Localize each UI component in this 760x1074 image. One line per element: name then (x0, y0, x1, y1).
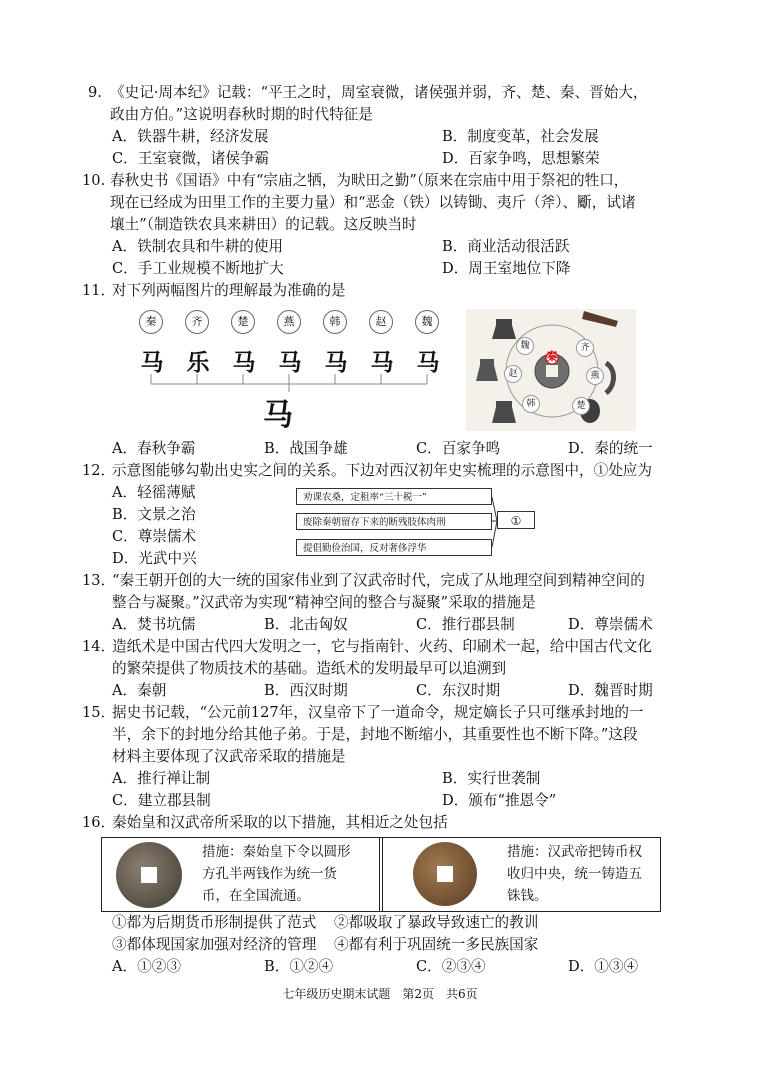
stem-line: 据史书记载，“公元前127年，汉皇帝下了一道命令，规定嫡长子只可继承封地的一 (112, 704, 644, 721)
options (82, 768, 688, 812)
option-a[interactable]: A．焚书坑儒 (112, 616, 196, 633)
diagram-box-2: 废除秦朝留存下来的断残肢体肉刑 (296, 513, 492, 530)
coin-center-label: 秦 (546, 350, 558, 363)
option-d[interactable]: D．光武中兴 (112, 550, 197, 567)
state-label-wei: 魏 (415, 310, 439, 334)
question-number: 14． (82, 638, 116, 655)
stem-line: 整合与凝聚。”汉武帝为实现“精神空间的整合与凝聚”采取的措施是 (112, 594, 536, 611)
option-c[interactable]: C．推行郡县制 (416, 616, 515, 633)
text-line: 方孔半两钱作为统一货 (202, 866, 337, 882)
option-b[interactable]: B．战国争雄 (264, 440, 348, 457)
stem-text: 秦始皇和汉武帝所采取的以下措施，其相近之处包括 (112, 814, 448, 831)
unified-script-glyph: 马 (263, 398, 293, 433)
option-d[interactable]: D．①③④ (568, 958, 639, 975)
state-label-qi: 齐 (185, 310, 209, 334)
option-c[interactable]: C．②③④ (416, 958, 486, 975)
question-11-options (112, 438, 672, 460)
options (82, 680, 688, 702)
option-d[interactable]: D．百家争鸣，思想繁荣 (442, 150, 600, 167)
coin-state-label: 齐 (576, 339, 594, 357)
question-stem (82, 702, 688, 768)
state-label-zhao: 赵 (369, 310, 393, 334)
script-glyph: 马 (324, 349, 348, 376)
option-d[interactable]: D．颁布“推恩令” (442, 792, 557, 809)
option-c[interactable]: C．百家争鸣 (416, 440, 501, 457)
qin-measure-text (202, 841, 351, 907)
stem-line: 壤土”（制造铁农具来耕田）的记载。这反映当时 (110, 216, 417, 233)
options (82, 614, 688, 636)
script-glyph: 马 (232, 349, 256, 376)
stem-line: 春秋史书《国语》中有“宗庙之牺，为畎田之勤”（原来在宗庙中用于祭祀的牲口， (110, 172, 629, 189)
statement-4: ④都有利于巩固统一多民族国家 (334, 936, 539, 953)
diagram-answer-box: ① (497, 511, 535, 529)
option-a[interactable]: A．轻徭薄赋 (112, 484, 196, 501)
stem-text (112, 570, 688, 614)
stem-line: 现在已经成为田里工作的主要力量）和“恶金（铁）以铸锄、夷斤（斧）、斸，试诸 (110, 194, 636, 211)
page-footer: 七年级历史期末试题 第2页 共6页 (282, 987, 478, 1001)
text-line: 铢钱。 (507, 888, 548, 904)
script-glyph: 马 (278, 349, 302, 376)
stem-line: 材料主要体现了汉武帝采取的措施是 (112, 748, 346, 765)
state-label-yan: 燕 (277, 310, 301, 334)
options (112, 956, 672, 978)
question-11 (82, 280, 688, 302)
stem-line: 《史记·周本纪》记载：“平王之时，周室衰微，诸侯强并弱，齐、楚、秦、晋始大， (110, 84, 648, 101)
option-b[interactable]: B．①②④ (264, 958, 334, 975)
diagram-box-3: 提倡勤俭治国，反对奢侈浮华 (296, 539, 492, 556)
question-14 (82, 636, 688, 702)
state-label-chu: 楚 (231, 310, 255, 334)
coin-state-label: 韩 (522, 395, 540, 413)
coin-state-label: 燕 (586, 367, 604, 385)
script-comparison-figure (135, 310, 445, 433)
diagram-box-1: 劝课农桑，定租率“三十税一” (296, 488, 492, 505)
state-label-qin: 秦 (139, 310, 163, 334)
option-a[interactable]: A．铁器牛耕，经济发展 (112, 128, 269, 145)
option-a[interactable]: A．铁制农具和牛耕的使用 (112, 238, 284, 255)
statement-1: ①都为后期货币形制提供了范式 (112, 914, 317, 931)
statements (112, 912, 672, 956)
option-c[interactable]: C．手工业规模不断地扩大 (112, 260, 284, 277)
measures-table (101, 837, 661, 912)
option-d[interactable]: D．周王室地位下降 (442, 260, 571, 277)
stem-text (110, 82, 688, 126)
question-stem (82, 280, 688, 302)
option-a[interactable]: A．春秋争霸 (112, 440, 196, 457)
question-10 (82, 170, 688, 280)
question-stem (82, 636, 688, 680)
question-stem (82, 570, 688, 614)
option-c[interactable]: C．尊崇儒术 (112, 528, 197, 545)
statement-3: ③都体现国家加强对经济的管理 (112, 936, 317, 953)
question-16 (82, 812, 688, 834)
option-c[interactable]: C．东汉时期 (416, 682, 501, 699)
text-line: 措施：汉武帝把铸币权 (507, 844, 642, 860)
question-number: 15． (82, 704, 116, 721)
option-c[interactable]: C．建立郡县制 (112, 792, 211, 809)
stem-line: “秦王朝开创的大一统的国家伟业到了汉武帝时代，完成了从地理空间到精神空间的 (112, 572, 645, 589)
question-number: 13． (82, 572, 116, 589)
text-line: 收归中央，统一铸造五 (507, 866, 642, 882)
coin-state-label: 赵 (504, 365, 522, 383)
question-stem (82, 170, 688, 236)
script-glyph: 马 (370, 349, 394, 376)
stem-text: 示意图能够勾勒出史实之间的关系。下边对西汉初年史实梳理的示意图中，①处应为 (112, 462, 652, 479)
han-measure-text (507, 841, 642, 907)
option-b[interactable]: B．西汉时期 (264, 682, 348, 699)
banliang-coin-icon (116, 842, 182, 908)
coin-state-label: 楚 (572, 397, 590, 415)
question-number: 10. (82, 172, 106, 189)
coin-unification-figure (466, 309, 636, 431)
script-glyph: 乐 (186, 349, 210, 376)
script-glyph: 马 (140, 349, 164, 376)
option-c[interactable]: C．王室衰微，诸侯争霸 (112, 150, 270, 167)
stem-line: 造纸术是中国古代四大发明之一，它与指南针、火药、印刷术一起，给中国古代文化 (112, 638, 652, 655)
option-a[interactable]: A．推行禅让制 (112, 770, 211, 787)
script-glyph: 马 (416, 349, 440, 376)
question-15 (82, 702, 688, 812)
text-line: 措施：秦始皇下令以圆形 (202, 844, 351, 860)
option-b[interactable]: B．商业活动很活跃 (442, 238, 570, 255)
option-d[interactable]: D．秦的统一 (568, 440, 653, 457)
coins-illustration (466, 309, 636, 431)
option-a[interactable]: A．①②③ (112, 958, 181, 975)
qin-measure-cell (102, 838, 379, 911)
question-stem (82, 460, 688, 482)
wuzhu-coin-icon (413, 842, 477, 906)
question-number: 11． (82, 282, 116, 299)
options (112, 438, 672, 460)
text-line: 币，在全国流通。 (202, 888, 310, 904)
option-a[interactable]: A．秦朝 (112, 682, 167, 699)
option-d[interactable]: D．尊崇儒术 (568, 616, 653, 633)
option-b[interactable]: B．制度变革，社会发展 (442, 128, 599, 145)
option-d[interactable]: D．魏晋时期 (568, 682, 653, 699)
options (82, 236, 688, 280)
question-number: 16． (82, 814, 116, 831)
question-stem (82, 812, 688, 834)
stem-line: 半，余下的封地分给其他子弟。于是，封地不断缩小，其重要性也不断下降。”这段 (112, 726, 638, 743)
state-label-han: 韩 (323, 310, 347, 334)
statement-2: ②都吸取了暴政导致速亡的教训 (334, 914, 539, 931)
stem-text: 对下列两幅图片的理解最为准确的是 (112, 282, 346, 299)
options (88, 126, 688, 170)
stem-text (112, 702, 688, 768)
question-number: 9. (88, 84, 102, 101)
stem-text (110, 170, 688, 236)
stem-text (112, 636, 688, 680)
question-stem (88, 82, 688, 126)
coin-state-label: 魏 (516, 337, 534, 355)
option-b[interactable]: B．北击匈奴 (264, 616, 348, 633)
stem-line: 政由方伯。”这说明春秋时期的时代特征是 (110, 106, 373, 123)
han-measure-cell (383, 838, 660, 911)
question-number: 12． (82, 462, 116, 479)
option-b[interactable]: B．实行世袭制 (442, 770, 541, 787)
question-16-statements (112, 912, 672, 978)
question-13 (82, 570, 688, 636)
question-9 (88, 82, 688, 170)
option-b[interactable]: B．文景之治 (112, 506, 196, 523)
stem-line: 的繁荣提供了物质技术的基础。造纸术的发明最早可以追溯到 (112, 660, 507, 677)
